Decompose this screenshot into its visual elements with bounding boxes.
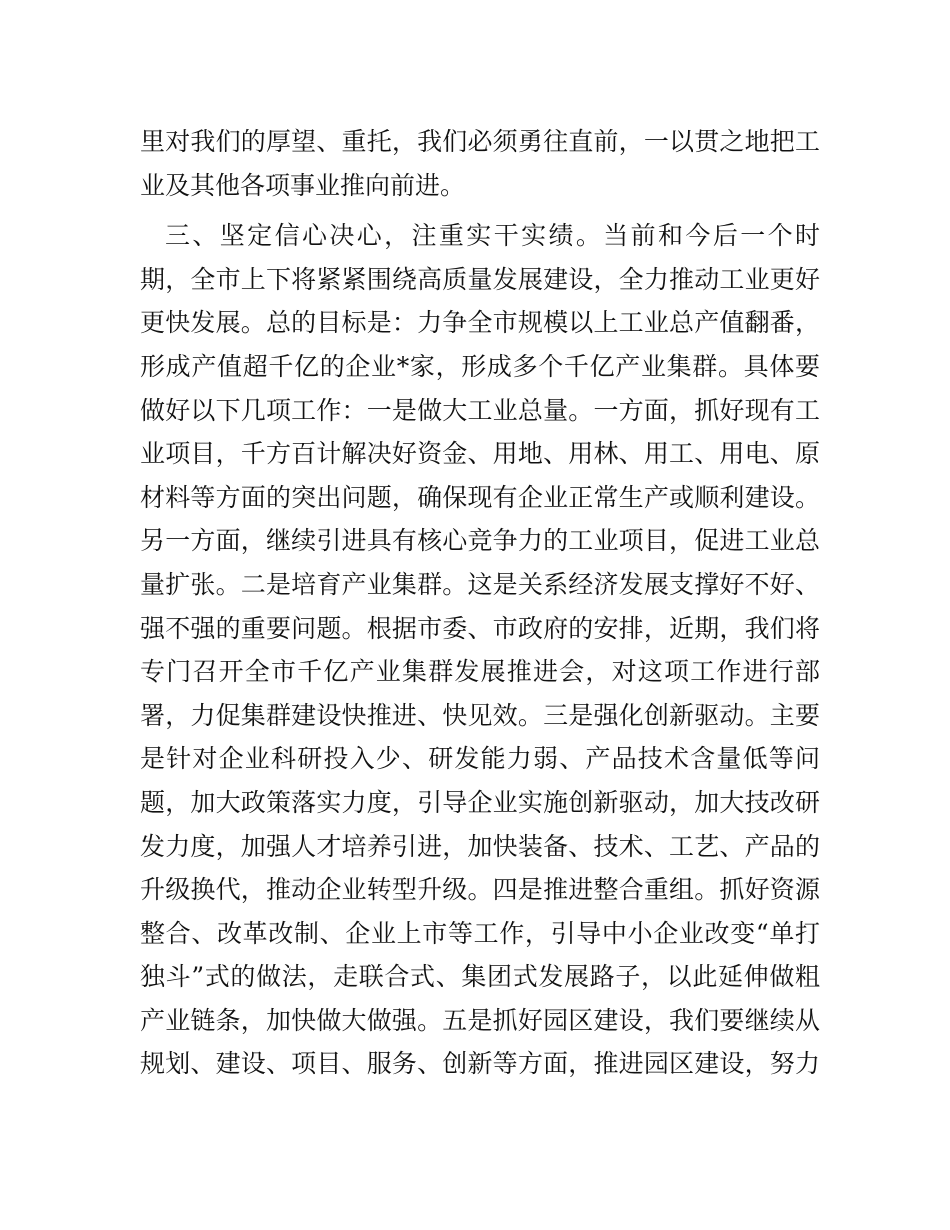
text-line: 三、坚定信心决心，注重实干实绩。当前和今后一个时: [165, 221, 820, 251]
text-line: 专门召开全市千亿产业集群发展推进会，对这项工作进行部: [140, 657, 820, 687]
text-line: 业及其他各项事业推向前进。: [140, 170, 466, 200]
text-line: 独斗”式的做法，走联合式、集团式发展路子，以此延伸做粗: [140, 962, 820, 992]
text-line: 形成产值超千亿的企业*家，形成多个千亿产业集群。具体要: [140, 351, 820, 381]
text-line: 里对我们的厚望、重托，我们必须勇往直前，一以贯之地把工: [140, 127, 820, 156]
text-line: 量扩张。二是培育产业集群。这是关系经济发展支撑好不好、: [140, 569, 820, 599]
text-line: 强不强的重要问题。根据市委、市政府的安排，近期，我们将: [140, 613, 820, 643]
paragraph-1: [140, 120, 820, 207]
text-line: 规划、建设、项目、服务、创新等方面，推进园区建设，努力: [140, 1049, 820, 1079]
text-line: 是针对企业科研投入少、研发能力弱、产品技术含量低等问: [140, 744, 820, 774]
text-line: 做好以下几项工作：一是做大工业总量。一方面，抓好现有工: [140, 395, 820, 425]
text-line: 业项目，千方百计解决好资金、用地、用林、用工、用电、原: [140, 439, 820, 469]
paragraph-2: [140, 214, 820, 1086]
text-line: 发力度，加强人才培养引进，加快装备、技术、工艺、产品的: [140, 831, 820, 861]
text-line: 署，力促集群建设快推进、快见效。三是强化创新驱动。主要: [140, 700, 820, 730]
text-line: 产业链条，加快做大做强。五是抓好园区建设，我们要继续从: [140, 1005, 820, 1035]
text-line: 升级换代，推动企业转型升级。四是推进整合重组。抓好资源: [140, 875, 820, 905]
text-line: 题，加大政策落实力度，引导企业实施创新驱动，加大技改研: [140, 787, 820, 817]
text-line: 更快发展。总的目标是：力争全市规模以上工业总产值翻番，: [140, 308, 820, 338]
text-line: 整合、改革改制、企业上市等工作，引导中小企业改变“单打: [140, 918, 820, 948]
paragraph-gap: [140, 207, 820, 214]
text-line: 另一方面，继续引进具有核心竞争力的工业项目，促进工业总: [140, 526, 820, 556]
body-text: [140, 120, 820, 1086]
text-line: 材料等方面的突出问题，确保现有企业正常生产或顺利建设。: [140, 482, 820, 512]
text-line: 期，全市上下将紧紧围绕高质量发展建设，全力推动工业更好: [140, 264, 820, 294]
